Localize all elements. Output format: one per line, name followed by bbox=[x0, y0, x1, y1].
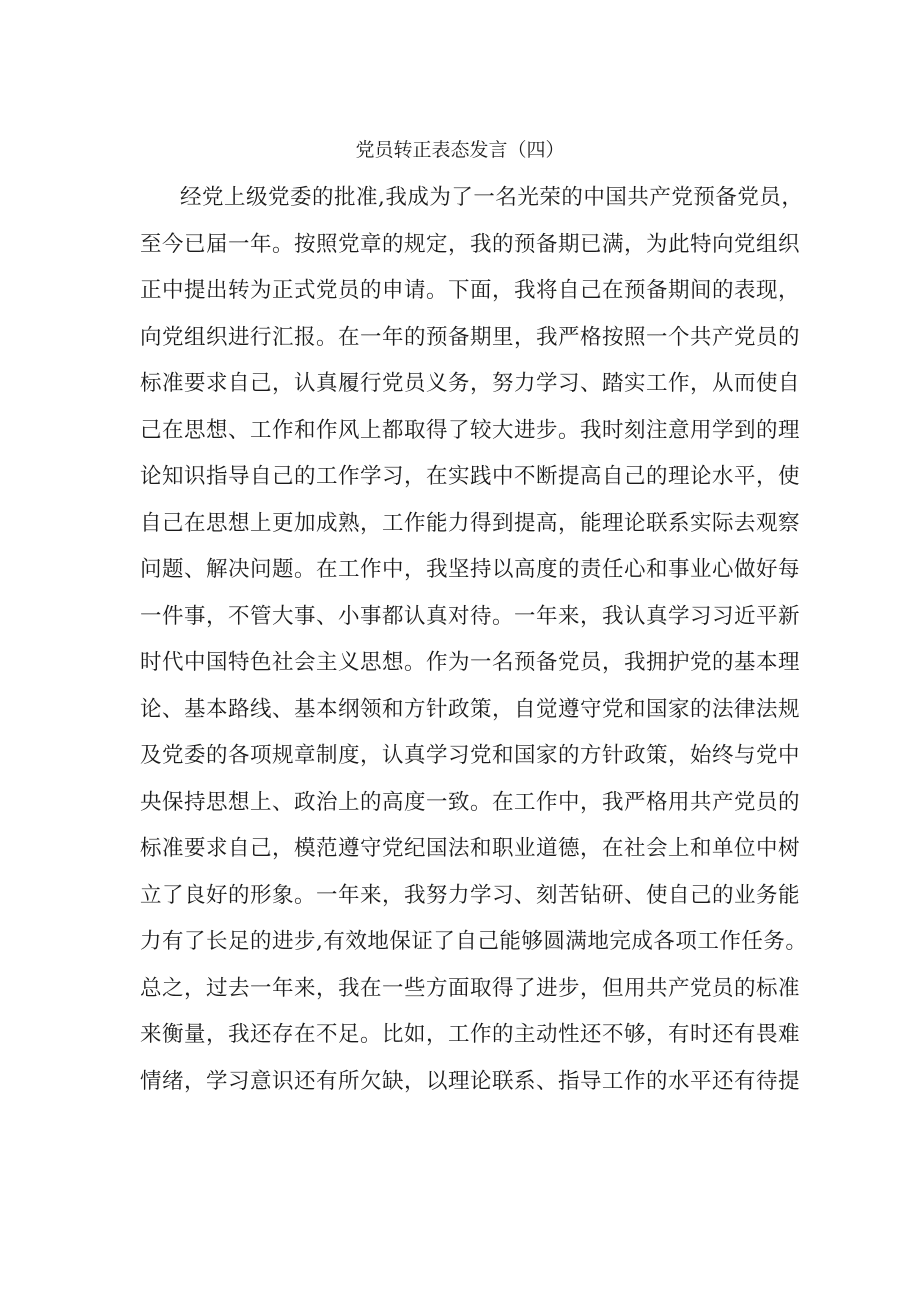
document-title: 党员转正表态发言（四） bbox=[355, 139, 565, 161]
body-line: 自己在思想上更加成熟，工作能力得到提高，能理论联系实际去观察 bbox=[140, 510, 801, 536]
body-line: 时代中国特色社会主义思想。作为一名预备党员，我拥护党的基本理 bbox=[140, 650, 801, 675]
body-line: 力有了长足的进步,有效地保证了自己能够圆满地完成各项工作任务。 bbox=[140, 929, 808, 954]
body-line: 总之，过去一年来，我在一些方面取得了进步，但用共产党员的标准 bbox=[140, 975, 801, 1001]
body-line: 立了良好的形象。一年来，我努力学习、刻苦钻研、使自己的业务能 bbox=[140, 882, 801, 908]
body-line: 来衡量，我还存在不足。比如，工作的主动性还不够，有时还有畏难 bbox=[140, 1022, 801, 1047]
body-line: 问题、解决问题。在工作中，我坚持以高度的责任心和事业心做好每 bbox=[140, 557, 801, 582]
body-line: 论知识指导自己的工作学习，在实践中不断提高自己的理论水平，使 bbox=[140, 464, 801, 489]
body-line: 一件事，不管大事、小事都认真对待。一年来，我认真学习习近平新 bbox=[140, 603, 801, 629]
body-line: 至今已届一年。按照党章的规定，我的预备期已满，为此特向党组织 bbox=[140, 231, 801, 257]
body-line: 标准要求自己，认真履行党员义务，努力学习、踏实工作，从而使自 bbox=[140, 371, 801, 396]
body-line: 向党组织进行汇报。在一年的预备期里，我严格按照一个共产党员的 bbox=[140, 324, 801, 350]
body-line: 及党委的各项规章制度，认真学习党和国家的方针政策，始终与党中 bbox=[140, 743, 801, 768]
body-line: 经党上级党委的批准,我成为了一名光荣的中国共产党预备党员， bbox=[180, 185, 804, 210]
body-line: 正中提出转为正式党员的申请。下面，我将自己在预备期间的表现， bbox=[140, 278, 801, 303]
document-body bbox=[140, 175, 808, 1105]
body-line: 标准要求自己，模范遵守党纪国法和职业道德，在社会上和单位中树 bbox=[140, 836, 801, 861]
body-line: 情绪，学习意识还有所欠缺，以理论联系、指导工作的水平还有待提 bbox=[140, 1068, 801, 1094]
body-line: 己在思想、工作和作风上都取得了较大进步。我时刻注意用学到的理 bbox=[140, 417, 801, 443]
body-line: 论、基本路线、基本纲领和方针政策，自觉遵守党和国家的法律法规 bbox=[140, 696, 801, 722]
body-line: 央保持思想上、政治上的高度一致。在工作中，我严格用共产党员的 bbox=[140, 789, 801, 815]
